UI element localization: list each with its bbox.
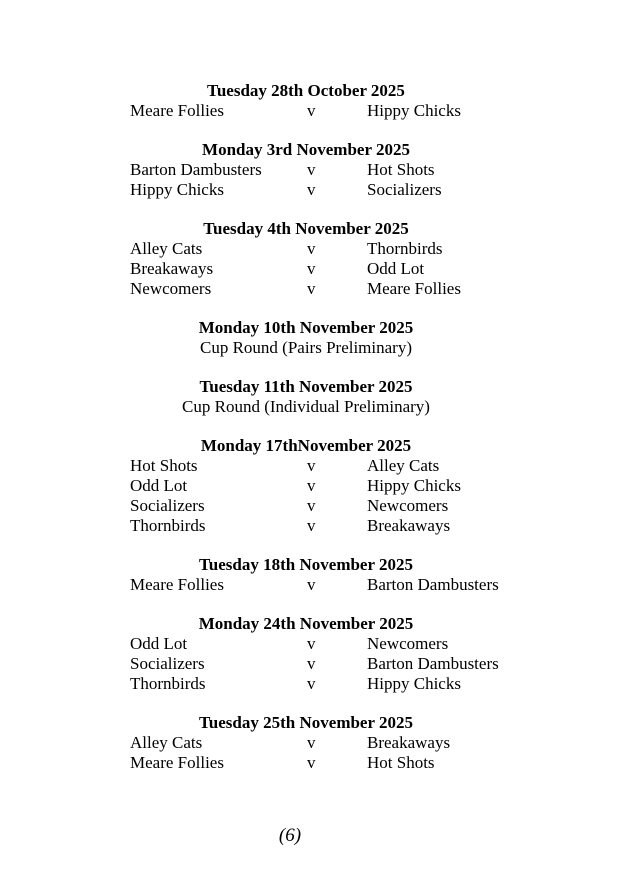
home-team: Odd Lot [130,476,188,495]
fixture-match-row [130,160,482,180]
fixture-date-heading: Monday 24th November 2025 [198,614,414,633]
fixture-match-row [130,239,482,259]
fixture-note: Cup Round (Individual Preliminary) [182,397,430,416]
away-team: Barton Dambusters [367,654,499,673]
fixture-date-heading: Monday 3rd November 2025 [202,140,410,159]
home-team: Alley Cats [130,733,203,752]
versus-label: v [307,239,316,258]
away-team: Hot Shots [367,160,435,179]
away-team: Hippy Chicks [367,101,461,120]
home-team: Meare Follies [130,575,224,594]
home-team: Alley Cats [130,239,203,258]
home-team: Hot Shots [130,456,198,475]
fixture-date-section [130,377,482,417]
versus-label: v [307,279,316,298]
fixture-date-heading: Tuesday 11th November 2025 [199,377,413,396]
fixture-match-row [130,753,482,773]
away-team: Hippy Chicks [367,476,461,495]
versus-label: v [307,101,316,120]
fixture-date-heading: Tuesday 18th November 2025 [199,555,413,574]
fixture-date-section [130,614,499,694]
fixture-match-row [130,279,482,299]
home-team: Hippy Chicks [130,180,224,199]
home-team: Thornbirds [130,516,206,535]
fixture-date-heading: Tuesday 25th November 2025 [199,713,413,732]
away-team: Thornbirds [367,239,443,258]
home-team: Socializers [130,496,205,515]
versus-label: v [307,674,316,693]
fixture-date-heading: Tuesday 28th October 2025 [207,81,405,100]
fixture-match-row [130,101,482,121]
away-team: Breakaways [367,733,451,752]
versus-label: v [307,160,316,179]
fixture-date-section [130,713,482,773]
home-team: Odd Lot [130,634,188,653]
fixture-note: Cup Round (Pairs Preliminary) [199,338,412,357]
fixture-date-section [130,555,499,595]
fixture-match-row [130,456,482,476]
fixture-match-row [130,476,482,496]
home-team: Barton Dambusters [130,160,262,179]
away-team: Newcomers [367,634,449,653]
home-team: Socializers [130,654,205,673]
fixture-match-row [130,496,482,516]
versus-label: v [307,575,316,594]
away-team: Newcomers [367,496,449,515]
away-team: Hot Shots [367,753,435,772]
fixture-match-row [130,259,482,279]
fixture-match-row [130,516,482,536]
versus-label: v [307,733,316,752]
fixture-date-section [130,81,482,121]
away-team: Meare Follies [367,279,461,298]
fixture-match-row [130,180,482,200]
away-team: Hippy Chicks [367,674,461,693]
fixture-date-section [130,219,482,299]
versus-label: v [307,476,316,495]
away-team: Barton Dambusters [367,575,499,594]
fixture-date-section [130,318,482,358]
fixture-match-row [130,575,499,595]
away-team: Odd Lot [367,259,425,278]
fixture-date-heading: Monday 17thNovember 2025 [200,436,412,455]
fixture-date-section [130,436,482,536]
fixture-date-heading: Monday 10th November 2025 [198,318,414,337]
away-team: Socializers [367,180,442,199]
versus-label: v [307,654,316,673]
versus-label: v [307,180,316,199]
versus-label: v [307,259,316,278]
versus-label: v [307,496,316,515]
fixture-match-row [130,654,499,674]
away-team: Alley Cats [367,456,440,475]
versus-label: v [307,753,316,772]
home-team: Meare Follies [130,101,224,120]
fixture-date-section [130,140,482,200]
fixture-match-row [130,634,482,654]
away-team: Breakaways [367,516,451,535]
fixtures-list [130,81,499,792]
versus-label: v [307,456,316,475]
home-team: Newcomers [130,279,212,298]
home-team: Breakaways [130,259,214,278]
home-team: Meare Follies [130,753,224,772]
page-number: (6) [278,825,302,846]
home-team: Thornbirds [130,674,206,693]
versus-label: v [307,634,316,653]
fixture-match-row [130,674,482,694]
fixture-match-row [130,733,482,753]
fixture-date-heading: Tuesday 4th November 2025 [203,219,409,238]
versus-label: v [307,516,316,535]
